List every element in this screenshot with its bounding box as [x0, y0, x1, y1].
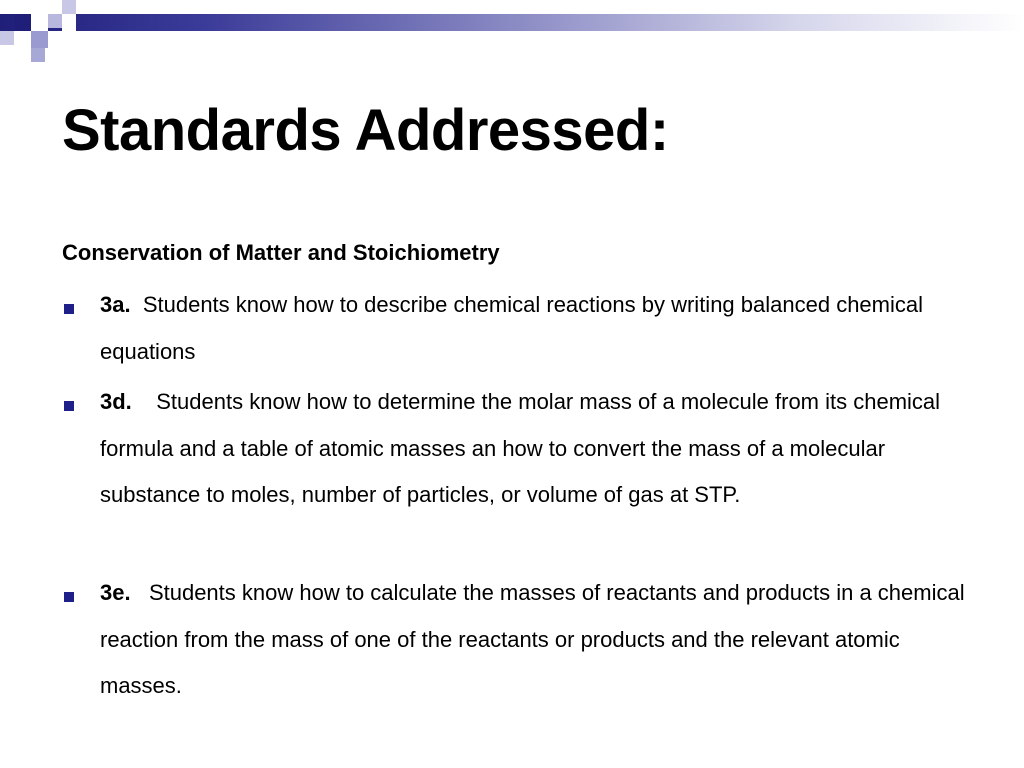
slide-subtitle: Conservation of Matter and Stoichiometry — [62, 240, 500, 265]
standard-code: 3a. — [100, 292, 131, 317]
corner-square-dark — [14, 14, 31, 31]
header-gradient-band — [0, 14, 1024, 31]
corner-square-light — [62, 0, 76, 14]
bullet-text — [100, 379, 980, 519]
corner-square-light — [31, 48, 45, 62]
standard-description: Students know how to determine the molar mass of a molecule from its chemical formula and a table of atomic masses an how to convert the mass of a molecular substance to moles, number of particles, or volume of gas at STP. — [100, 389, 941, 507]
standard-code: 3e. — [100, 580, 131, 605]
corner-square-white — [62, 14, 76, 31]
corner-square-light — [0, 31, 14, 45]
standard-description: Students know how to calculate the masses of reactants and products in a chemical reaction from the mass of one of the reactants or products and the relevant atomic masses. — [100, 580, 965, 698]
bullet-text — [100, 282, 980, 375]
square-bullet-icon — [64, 592, 74, 602]
corner-square-light — [48, 14, 62, 28]
corner-square-white — [14, 31, 31, 48]
slide-title: Standards Addressed: — [62, 98, 669, 163]
corner-square-light — [31, 31, 48, 48]
standard-code: 3d. — [100, 389, 132, 414]
bullet-text — [100, 570, 980, 710]
corner-square-white — [31, 14, 48, 31]
square-bullet-icon — [64, 401, 74, 411]
square-bullet-icon — [64, 304, 74, 314]
standard-description: Students know how to describe chemical reactions by writing balanced chemical equations — [100, 292, 924, 364]
